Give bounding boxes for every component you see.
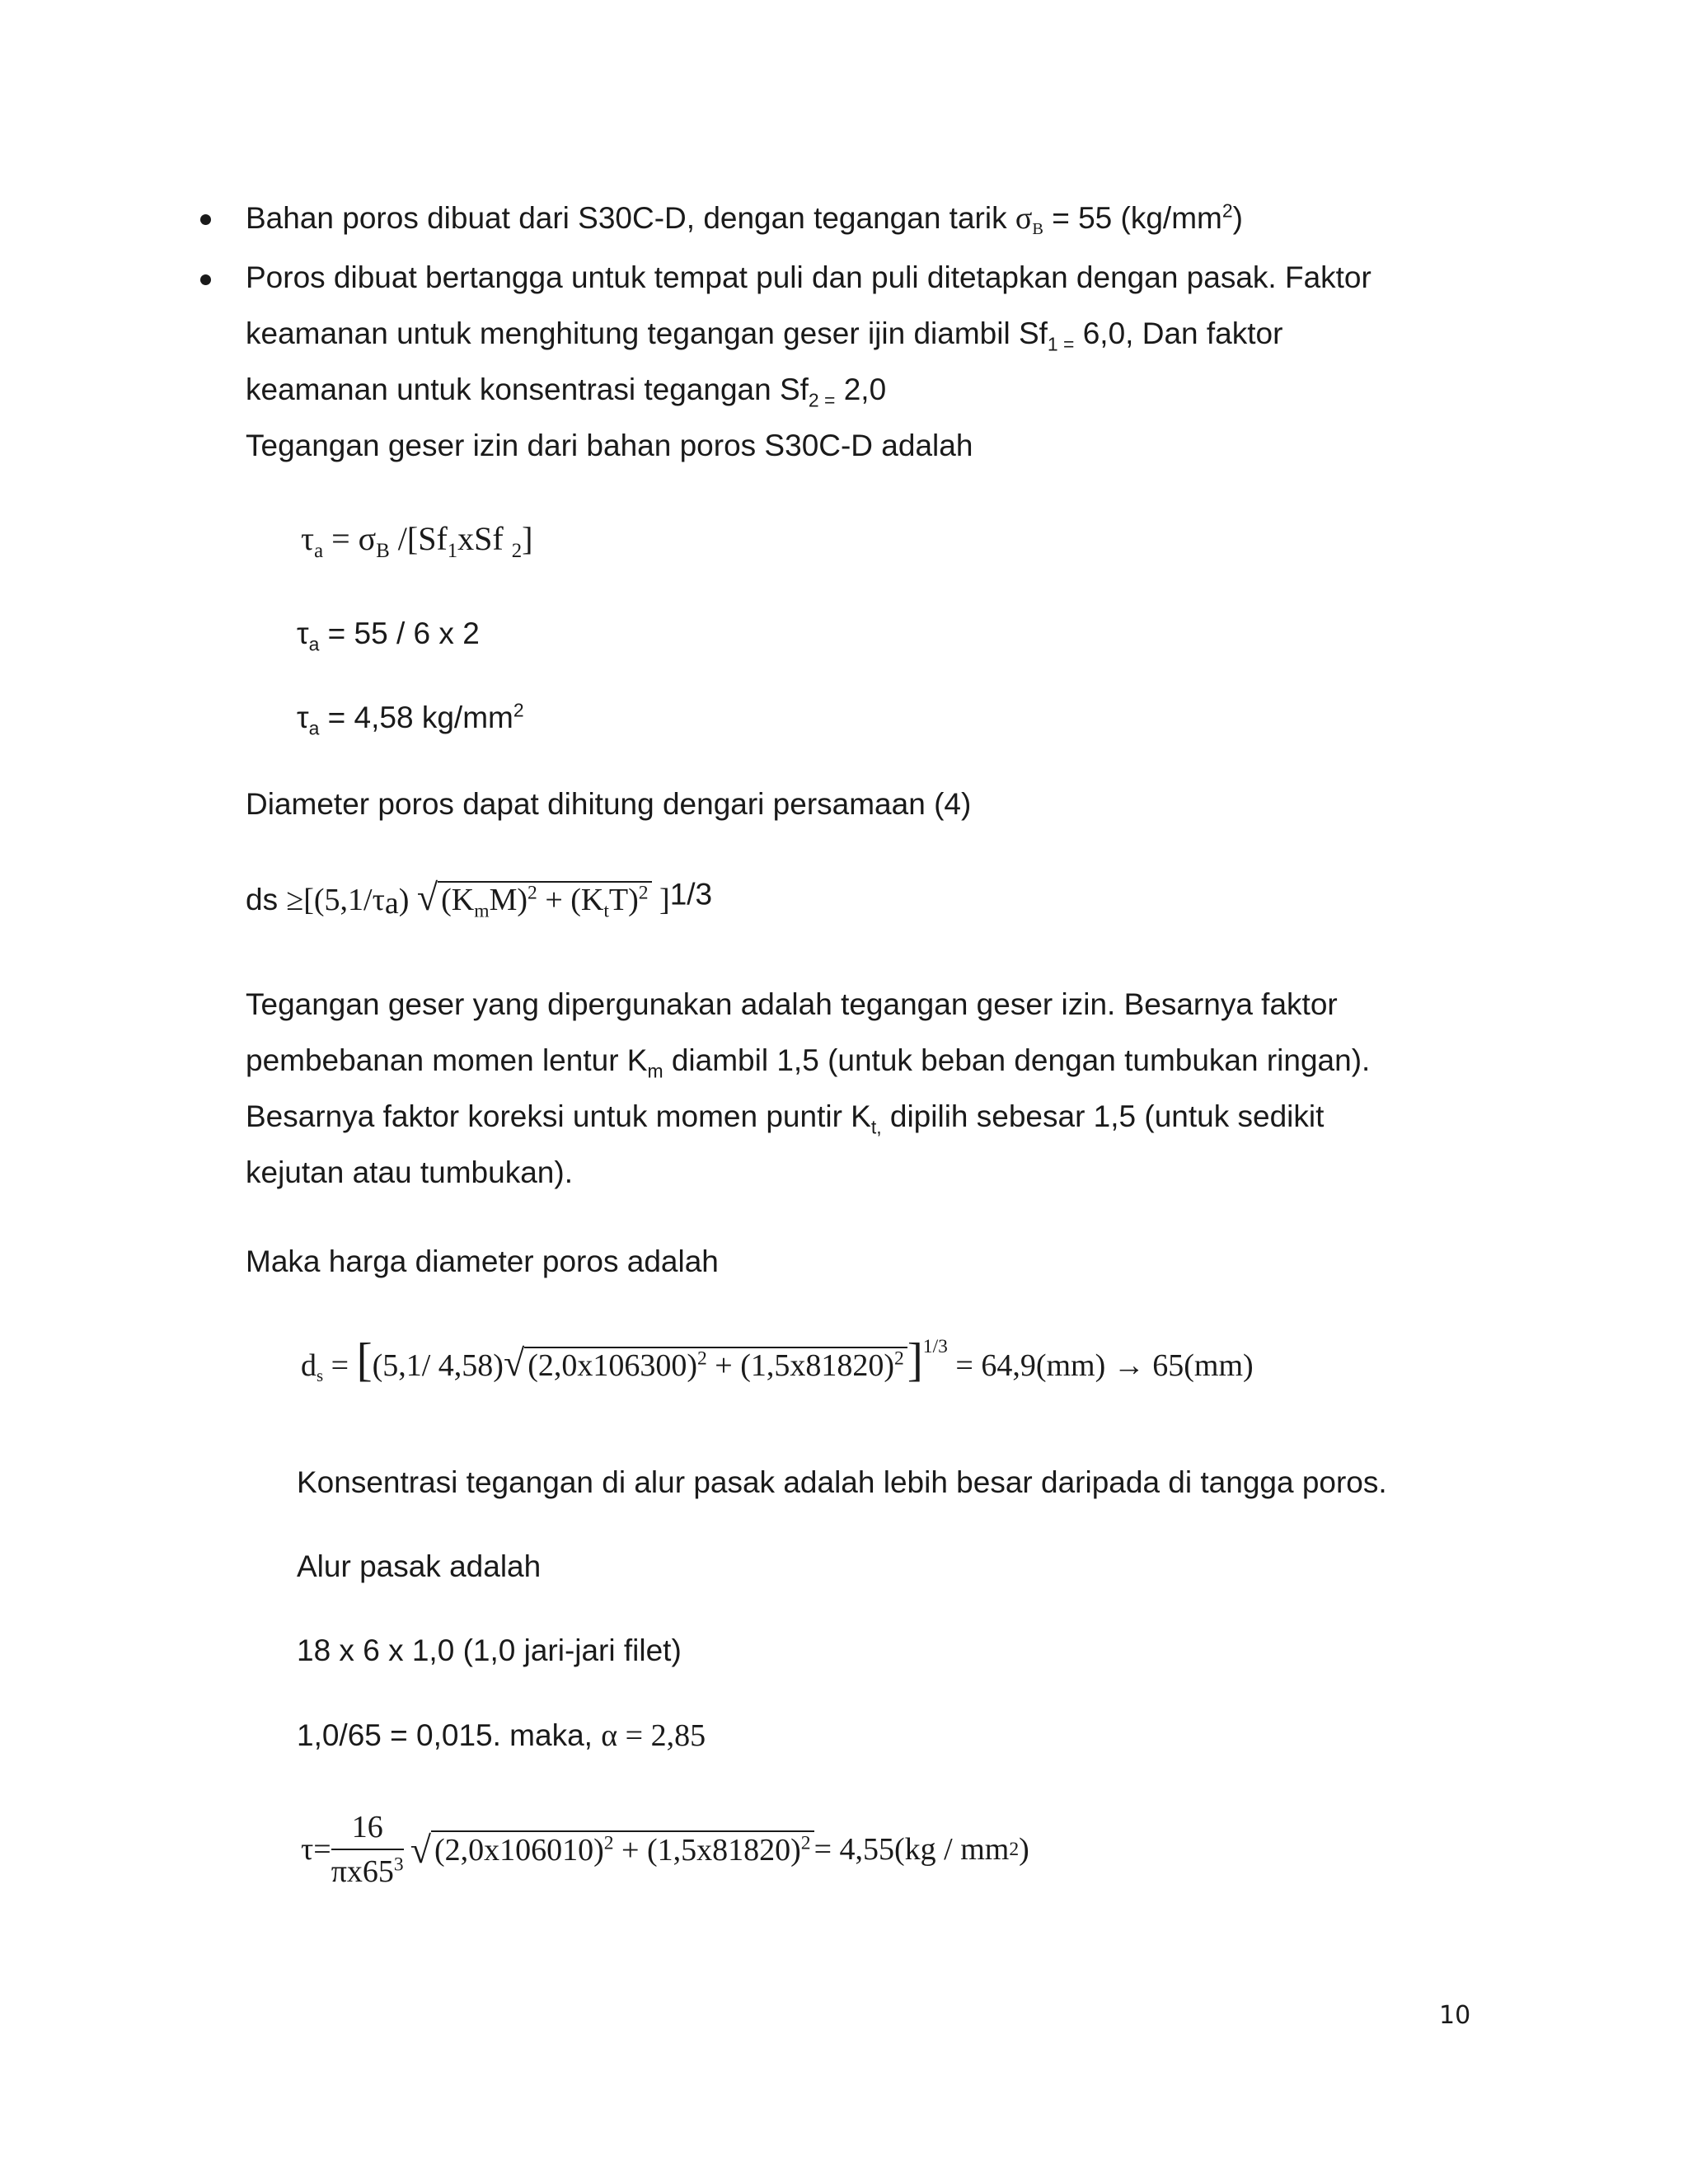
dimension-text: 18 x 6 x 1,0 (1,0 jari-jari filet) [297, 1633, 682, 1667]
paragraph-line-4: kejutan atau tumbukan). [246, 1155, 573, 1189]
equation-tau-result: $\tau_a = 4,58$ $kg/mm^2$ [297, 699, 524, 739]
paragraph-line-2: pembebanan momen lentur $K_m$ diambil 1,5 (untuk beban dengan tumbukan ringan). [246, 1043, 1371, 1082]
konsentrasi-text: Konsentrasi tegangan di alur pasak adalah lebih besar daripada di tangga poros. [297, 1465, 1387, 1499]
diameter-intro: Diameter poros dapat dihitung dengari persamaan (4) [246, 787, 972, 821]
equation-tau-value: $\tau_a = 55 / 6$ x 2 [297, 616, 480, 655]
equation-diameter-result: ds = [(5,1/ 4,58)√ $(2,0x106300)^2 + (1,5x81820)^2]^{1/3} = 64,9(mm) \to 65(mm)$ [301, 1334, 1254, 1386]
bullet-2-line-2: keamanan untuk menghitung tegangan geser ijin diambil $Sf_{1 =}$ 6,0, Dan faktor [246, 316, 1283, 355]
ratio-text: 1,0/65 = 0,015. maka, α = 2,85 [297, 1718, 706, 1753]
equation-shear-stress: τ = $\frac{16}{\pi x65^3}$ √ $(2,0x106010)^2 + (1,5x81820)^2$ = 4,55(kg / mm 2 ) [301, 1810, 1029, 1889]
alur-text: Alur pasak adalah [297, 1549, 542, 1583]
equation-diameter-formula: ds $\ge[(5,1/\tau_a)$ √ $(K_mM)^2 + (K_tT)^2$ ]$^{1/3}$ [246, 876, 713, 922]
paragraph-line-3: Besarnya faktor koreksi untuk momen puntir $K_{t,}$ dipilih sebesar 1,5 (untuk sedikit [246, 1099, 1325, 1138]
page-number: 10 [1439, 2001, 1471, 2030]
equation-shear-allowable: $\tau_a = \sigma_B$ $/[Sf_1xSf$ $_2$] [301, 520, 533, 562]
bullet-2-line-1: Poros dibuat bertangga untuk tempat puli dan puli ditetapkan dengan pasak. Faktor [246, 260, 1372, 294]
fraction: $\frac{16}{\pi x65^3}$ [331, 1810, 404, 1889]
bullet-2-line-3: keamanan untuk konsentrasi tegangan $Sf_{2 =}$ 2,0 [246, 373, 887, 411]
maka-intro: Maka harga diameter poros adalah [246, 1244, 719, 1278]
bullet-dot [200, 214, 211, 225]
bullet-1-text: Bahan poros dibuat dari S30C-D, dengan tegangan tarik σB = 55 $(kg/mm^2)$ [246, 199, 1243, 239]
shear-intro: Tegangan geser izin dari bahan poros S30C-D adalah [246, 429, 973, 462]
bullet-dot [200, 274, 211, 285]
paragraph-line-1: Tegangan geser yang dipergunakan adalah tegangan geser izin. Besarnya faktor [246, 987, 1338, 1021]
